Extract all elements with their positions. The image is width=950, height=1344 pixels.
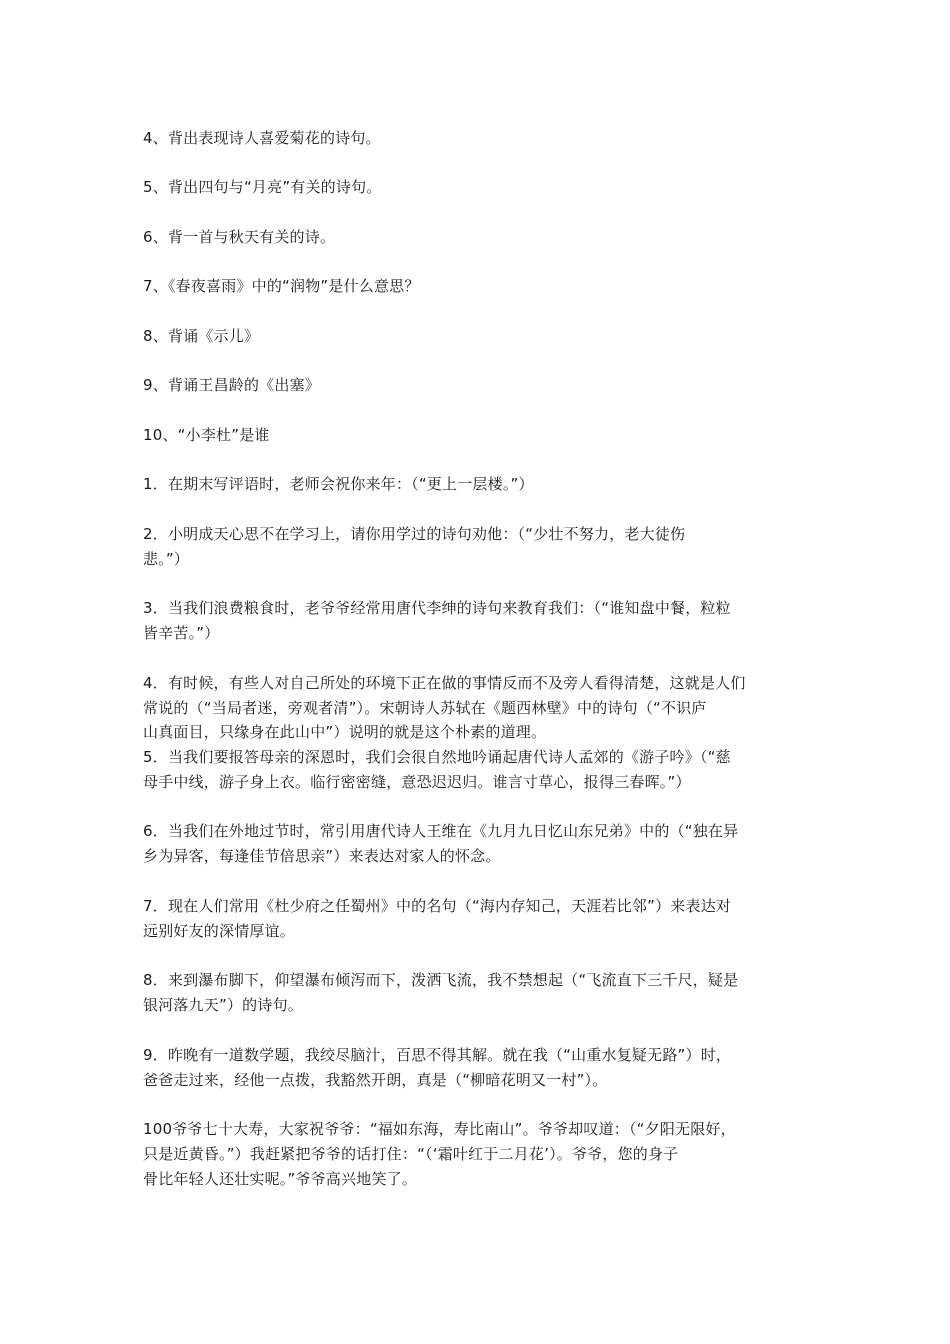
question-5-text: 5、背出四句与“月亮”有关的诗句。 bbox=[143, 178, 382, 196]
answer-7-line-1: 7．现在人们常用《杜少府之任蜀州》中的名句（“海内存知己，天涯若比邻”）来表达对 bbox=[143, 897, 732, 915]
answer-10-line-3: 骨比年轻人还壮实呢。”爷爷高兴地笑了。 bbox=[143, 1170, 418, 1188]
question-7-text: 7、《春夜喜雨》中的“润物”是什么意思？ bbox=[143, 277, 420, 295]
answer-5-line-2: 母手中线，游子身上衣。临行密密缝，意恐迟迟归。谁言寸草心，报得三春晖。”） bbox=[143, 773, 691, 791]
answer-2-line-2: 悲。”） bbox=[143, 550, 190, 568]
answer-3-line-1: 3．当我们浪费粮食时，老爷爷经常用唐代李绅的诗句来教育我们：（“谁知盘中餐，粒粒 bbox=[143, 599, 731, 617]
answer-7-line-2: 远别好友的深情厚谊。 bbox=[143, 922, 296, 940]
answer-3-line-2: 皆辛苦。”） bbox=[143, 624, 220, 642]
answer-2-line-1: 2．小明成天心思不在学习上，请你用学过的诗句劝他：（“少壮不努力，老大徒伤 bbox=[143, 525, 686, 543]
answer-4-line-1: 4．有时候，有些人对自己所处的环境下正在做的事情反而不及旁人看得清楚，这就是人们 bbox=[143, 674, 746, 692]
answer-10-line-2: 只是近黄昏。”）我赶紧把爷爷的话打住：“（‘霜叶红于二月花’）。爷爷，您的身子 bbox=[143, 1145, 679, 1163]
answer-1-text: 1．在期末写评语时，老师会祝你来年：（“更上一层楼。”） bbox=[143, 475, 534, 493]
answer-5-line-1: 5．当我们要报答母亲的深恩时，我们会很自然地吟诵起唐代诗人孟郊的《游子吟》（“慈 bbox=[143, 748, 731, 766]
answer-8-line-2: 银河落九天”）的诗句。 bbox=[143, 996, 303, 1014]
answer-8-line-1: 8．来到瀑布脚下，仰望瀑布倾泻而下，泼洒飞流，我不禁想起（“飞流直下三千尺，疑是 bbox=[143, 971, 739, 989]
answer-9-line-2: 爸爸走过来，经他一点拨，我豁然开朗，真是（“柳暗花明又一村”）。 bbox=[143, 1071, 608, 1089]
question-6-text: 6、背一首与秋天有关的诗。 bbox=[143, 228, 336, 246]
answer-6-line-1: 6．当我们在外地过节时，常引用唐代诗人王维在《九月九日忆山东兄弟》中的（“独在异 bbox=[143, 822, 739, 840]
answer-4-line-2: 常说的（“当局者迷，旁观者清”）。宋朝诗人苏轼在《题西林壁》中的诗句（“不识庐 bbox=[143, 699, 707, 717]
question-9-text: 9、背诵王昌龄的《出塞》 bbox=[143, 376, 320, 394]
answer-10-line-1: 100爷爷七十大寿，大家祝爷爷：“福如东海，寿比南山”。爷爷却叹道：（“夕阳无限好， bbox=[143, 1120, 736, 1138]
question-10-text: 10、“小李杜”是谁 bbox=[143, 426, 270, 444]
answer-6-line-2: 乡为异客，每逢佳节倍思亲”）来表达对家人的怀念。 bbox=[143, 847, 501, 865]
question-8-text: 8、背诵《示儿》 bbox=[143, 327, 260, 345]
answer-9-line-1: 9．昨晚有一道数学题，我绞尽脑汁，百思不得其解。就在我（“山重水复疑无路”）时， bbox=[143, 1046, 732, 1064]
answer-4-line-3: 山真面目，只缘身在此山中”）说明的就是这个朴素的道理。 bbox=[143, 723, 547, 741]
question-4-text: 4、背出表现诗人喜爱菊花的诗句。 bbox=[143, 129, 381, 147]
